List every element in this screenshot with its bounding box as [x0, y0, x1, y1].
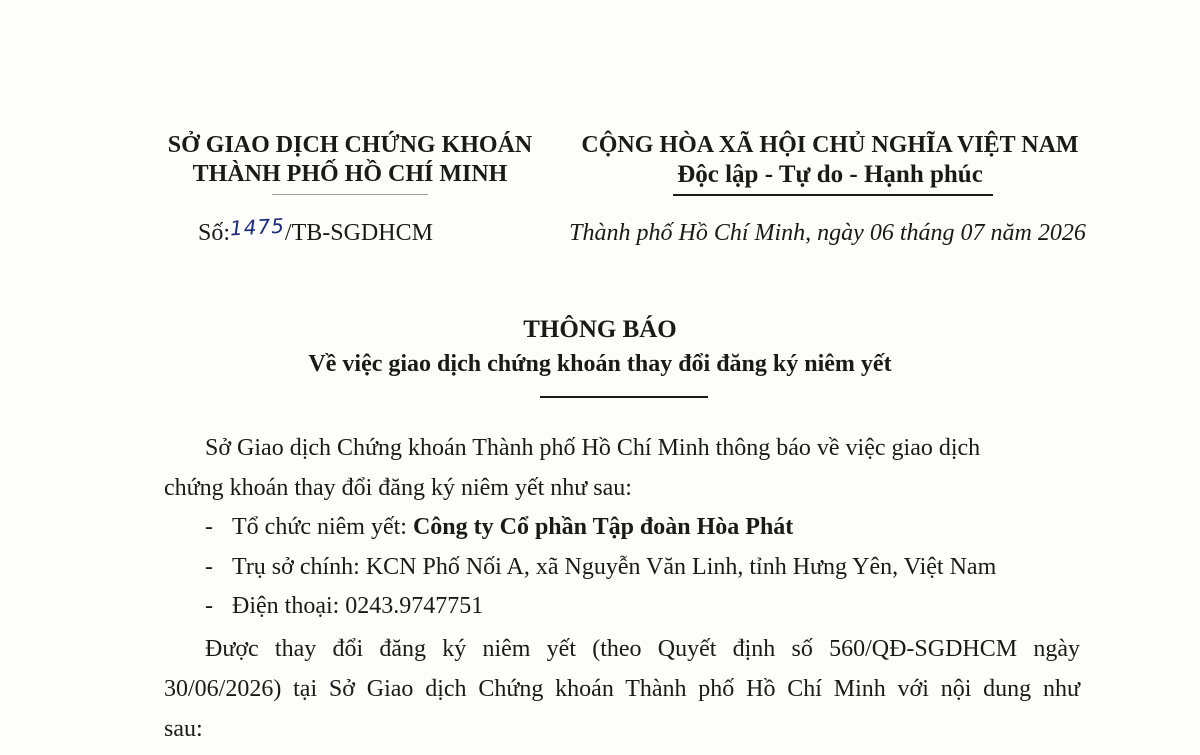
bullet-label: Tổ chức niêm yết:	[232, 514, 413, 540]
document-subtitle: Về việc giao dịch chứng khoán thay đổi đăng ký niêm yết	[308, 351, 892, 377]
bullet-dash: -	[205, 593, 213, 619]
document-title: THÔNG BÁO	[523, 316, 677, 343]
document-number	[198, 213, 433, 248]
bullet-dash: -	[205, 514, 213, 540]
bullet-dash: -	[205, 554, 213, 580]
intro-line-1: Sở Giao dịch Chứng khoán Thành phố Hồ Chí Minh thông báo về việc giao dịch	[205, 435, 981, 461]
intro-line-2: chứng khoán thay đổi đăng ký niêm yết như sau:	[164, 475, 632, 501]
bullet-label: Trụ sở chính: KCN Phố Nối A, xã Nguyễn Văn Linh, tỉnh Hưng Yên, Việt Nam	[232, 554, 997, 580]
number-prefix: Số:	[198, 220, 231, 246]
bullet-label: Điện thoại: 0243.9747751	[232, 593, 484, 619]
issuing-organization	[150, 131, 550, 189]
national-motto: Độc lập - Tự do - Hạnh phúc	[677, 161, 983, 188]
document-date: Thành phố Hồ Chí Minh, ngày 06 tháng 07 năm 2026	[569, 220, 1086, 246]
paragraph-2-line-2: 30/06/2026) tại Sở Giao dịch Chứng khoán Thành phố Hồ Chí Minh với nội dung như	[164, 676, 1080, 702]
org-name-line1: SỞ GIAO DỊCH CHỨNG KHOÁN	[167, 132, 533, 158]
title-underline	[540, 396, 708, 398]
org-underline	[272, 194, 428, 195]
bullet-listed-organization	[205, 512, 793, 542]
number-suffix: /TB-SGDHCM	[284, 220, 433, 246]
motto-underline	[673, 194, 993, 196]
bullet-headquarters	[205, 552, 996, 582]
nation-name: CỘNG HÒA XÃ HỘI CHỦ NGHĨA VIỆT NAM	[581, 132, 1079, 158]
paragraph-2-line-1: Được thay đổi đăng ký niêm yết (theo Quyết định số 560/QĐ-SGDHCM ngày	[205, 636, 1080, 662]
national-header	[560, 131, 1100, 189]
handwritten-number: 1475	[229, 213, 286, 241]
bullet-phone	[205, 591, 483, 621]
company-name: Công ty Cổ phần Tập đoàn Hòa Phát	[412, 514, 794, 540]
paragraph-2-line-3: sau:	[164, 716, 203, 742]
org-name-line2: THÀNH PHỐ HỒ CHÍ MINH	[192, 161, 508, 187]
